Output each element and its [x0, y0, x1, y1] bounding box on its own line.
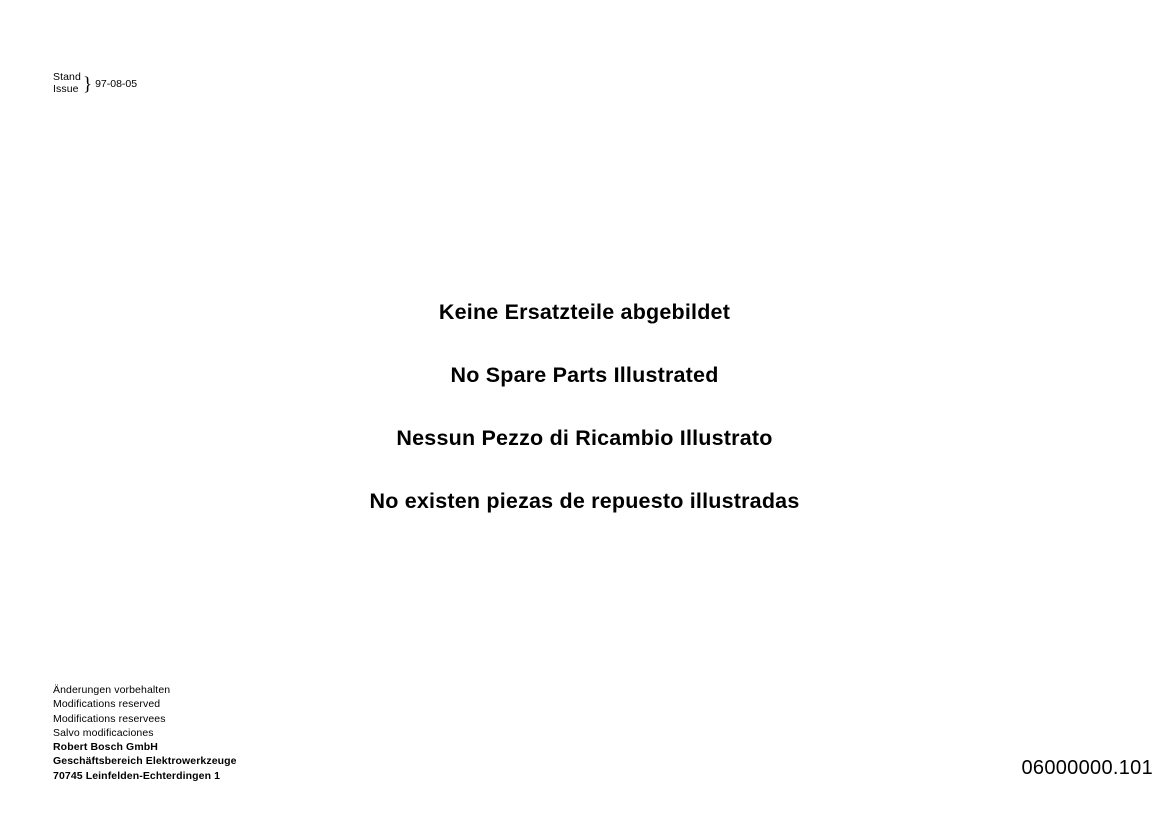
disclaimer-english: Modifications reserved	[53, 698, 161, 711]
disclaimer-spanish: Salvo modificaciones	[53, 726, 154, 739]
notice-line-italian: Nessun Pezzo di Ricambio Illustrato	[396, 426, 773, 450]
notice-line-english: No Spare Parts Illustrated	[450, 363, 719, 387]
company-name: Robert Bosch GmbH	[53, 741, 158, 754]
company-address: 70745 Leinfelden-Echterdingen 1	[53, 769, 221, 782]
issue-date-block	[53, 72, 137, 95]
part-number: 06000000.101	[1021, 757, 1153, 779]
disclaimer-german: Änderungen vorbehalten	[53, 684, 171, 696]
notice-line-german: Keine Ersatzteile abgebildet	[438, 300, 731, 324]
issue-label-en: Issue	[53, 82, 79, 95]
legal-address-block	[53, 683, 237, 783]
issue-label-de: Stand	[53, 71, 81, 83]
company-division: Geschäftsbereich Elektrowerkzeuge	[53, 755, 237, 768]
disclaimer-french: Modifications reservees	[53, 712, 166, 725]
notice-line-spanish: No existen piezas de repuesto illustradas	[369, 489, 800, 513]
issue-labels	[53, 72, 81, 95]
brace-glyph: }	[82, 74, 93, 95]
no-spare-parts-notice	[0, 300, 1169, 514]
issue-date-value: 97-08-05	[95, 77, 138, 90]
